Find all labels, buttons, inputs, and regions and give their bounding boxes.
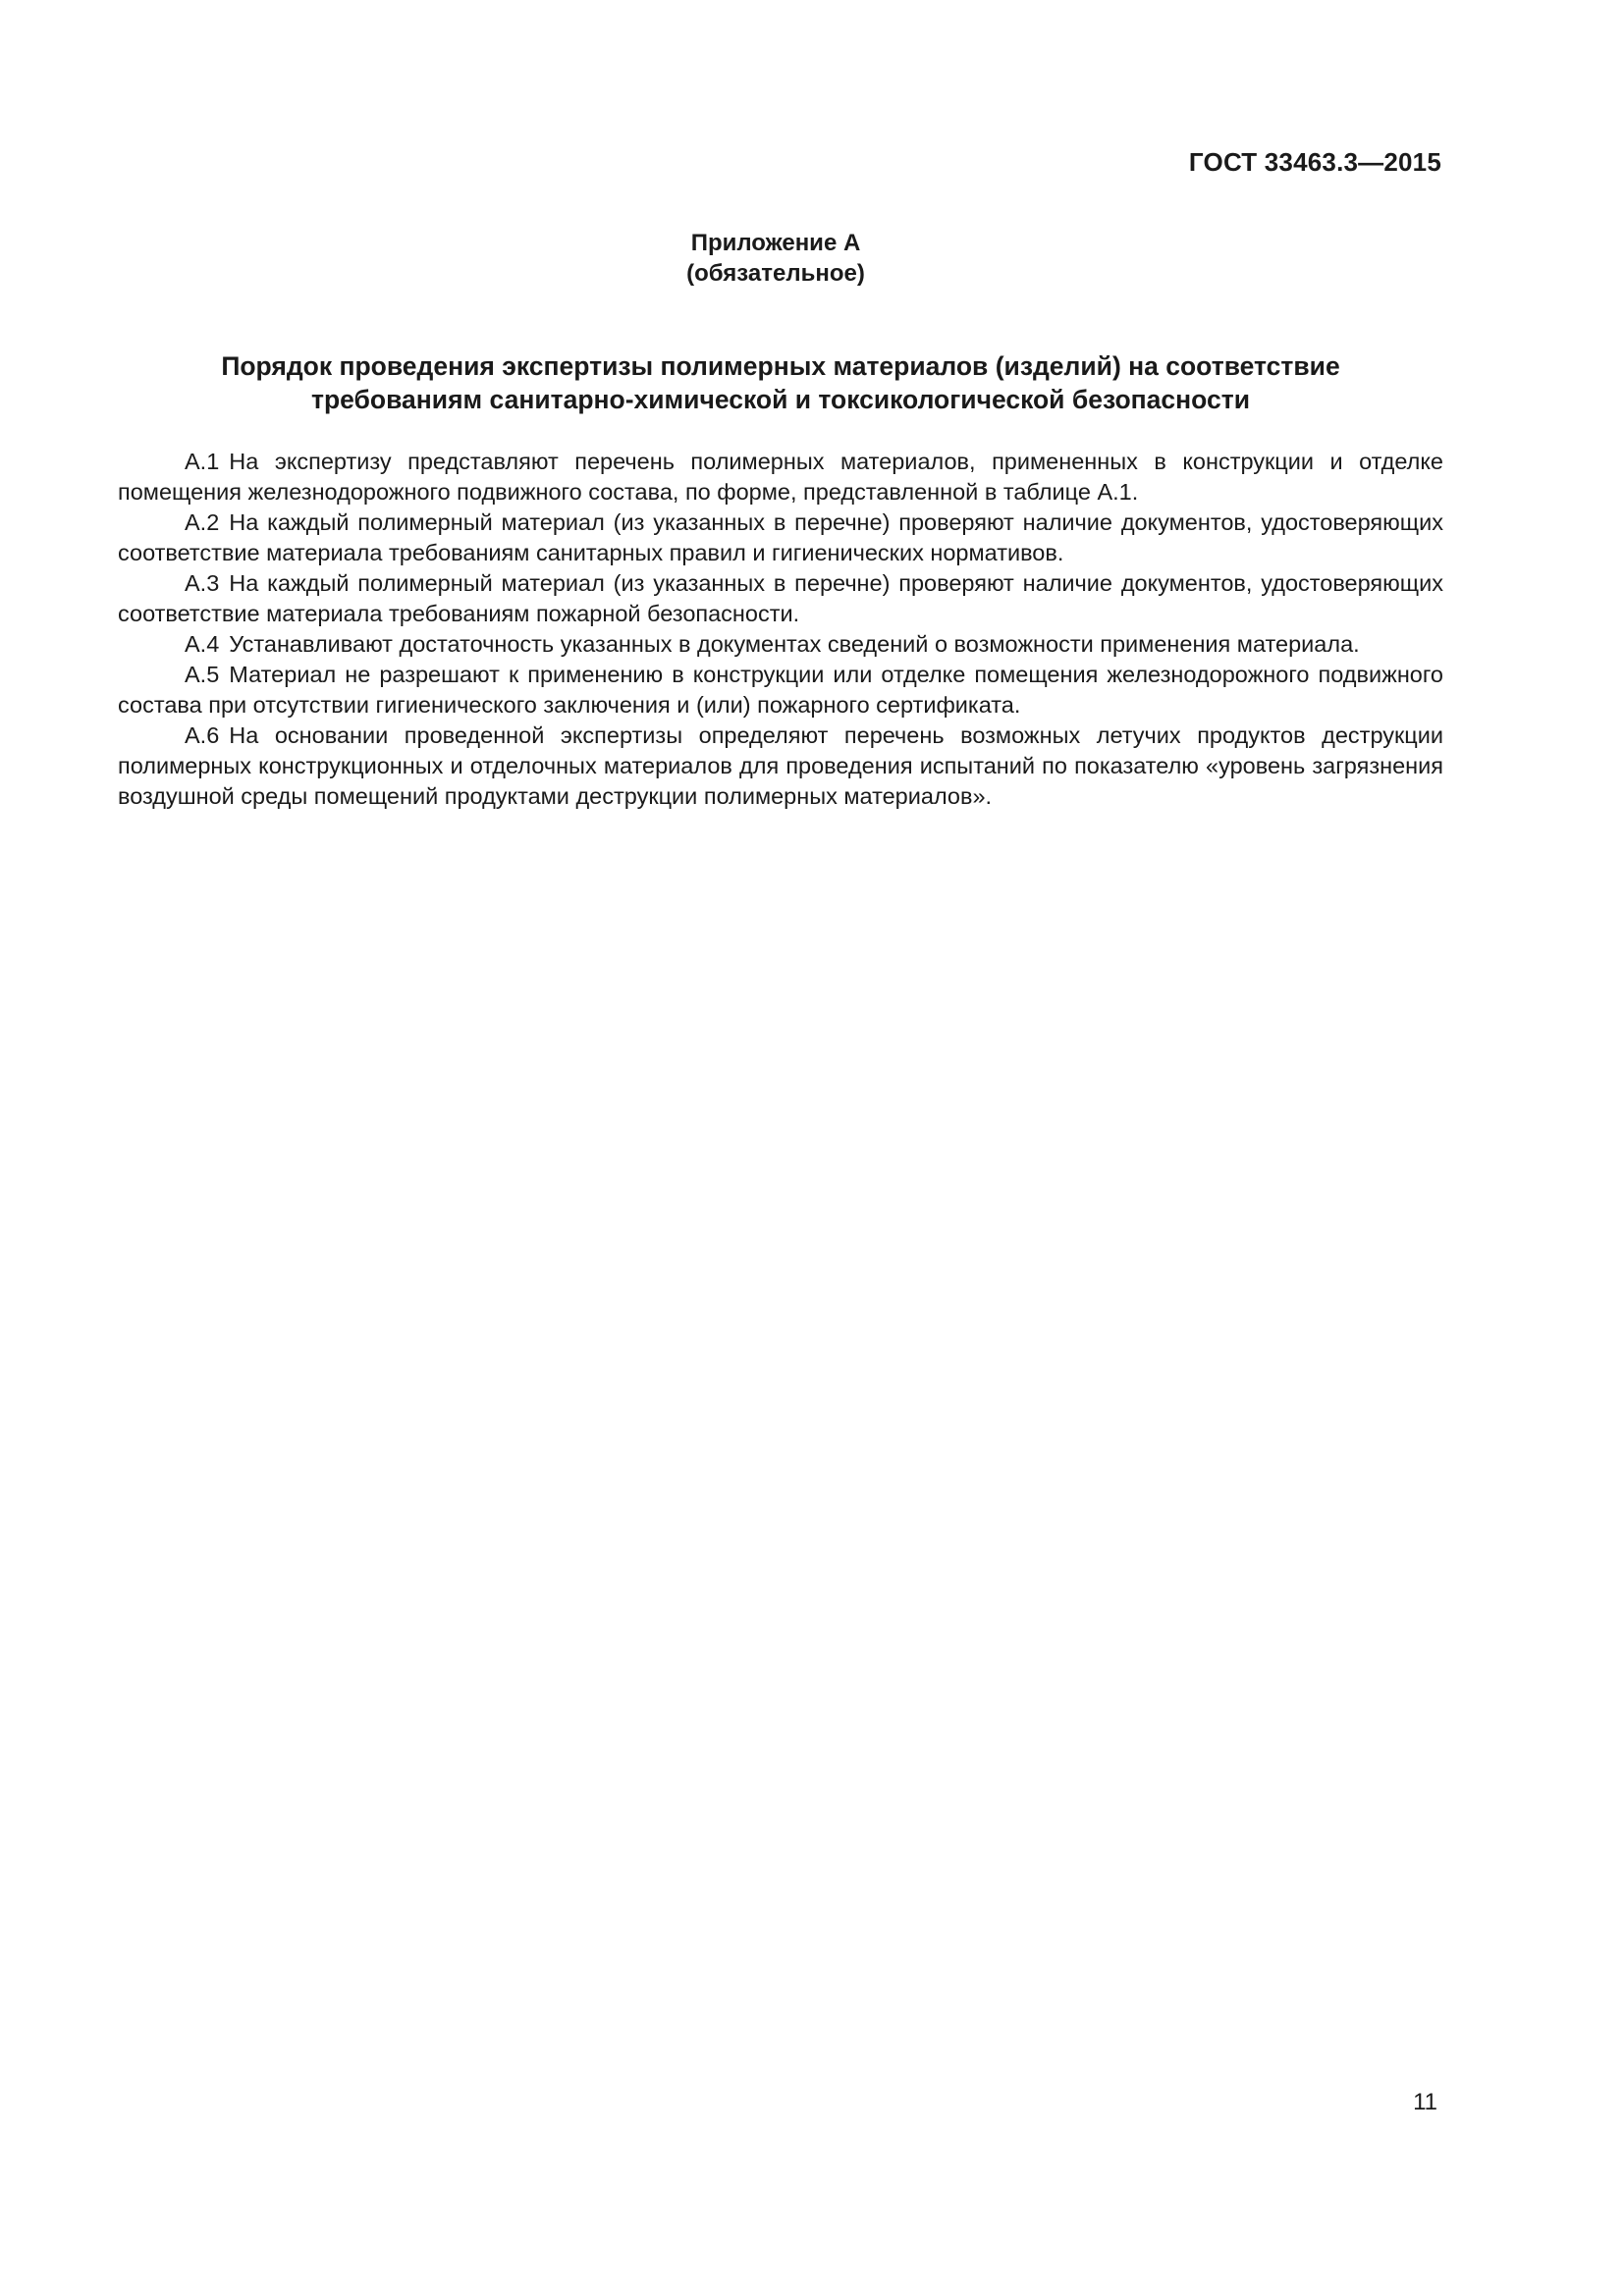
document-body <box>118 447 1443 812</box>
paragraph-text: На каждый полимерный материал (из указанных в перечне) проверяют наличие документов, удостоверяющих соответствие материала требованиям пожарной безопасности. <box>118 570 1443 626</box>
paragraph-number: А.5 <box>185 662 220 687</box>
paragraph-a5 <box>118 660 1443 721</box>
paragraph-text: Устанавливают достаточность указанных в документах сведений о возможности применения материала. <box>229 631 1360 657</box>
paragraph-text: На экспертизу представляют перечень полимерных материалов, примененных в конструкции и отделке помещения железнодорожного подвижного состава, по форме, представленной в таблице А.1. <box>118 449 1443 505</box>
paragraph-number: А.3 <box>185 570 220 596</box>
paragraph-a1 <box>118 447 1443 507</box>
paragraph-number: А.6 <box>185 722 220 748</box>
paragraph-text: Материал не разрешают к применению в конструкции или отделке помещения железнодорожного подвижного состава при отсутствии гигиенического заключения и (или) пожарного сертификата. <box>118 662 1443 718</box>
appendix-title-line-1: Порядок проведения экспертизы полимерных материалов (изделий) на соответствие <box>221 351 1340 381</box>
paragraph-number: А.2 <box>185 509 220 535</box>
paragraph-text: На каждый полимерный материал (из указанных в перечне) проверяют наличие документов, удостоверяющих соответствие материала требованиям санитарных правил и гигиенических нормативов. <box>118 509 1443 565</box>
appendix-title-line-2: требованиям санитарно-химической и токсикологической безопасности <box>311 385 1250 414</box>
paragraph-number: А.1 <box>185 449 220 474</box>
document-code: ГОСТ 33463.3—2015 <box>1188 147 1441 177</box>
paragraph-text: На основании проведенной экспертизы определяют перечень возможных летучих продуктов деструкции полимерных конструкционных и отделочных материалов для проведения испытаний по показателю «уровень загрязнения воздушной среды помещений продуктами деструкции полимерных материалов». <box>118 722 1443 809</box>
paragraph-number: А.4 <box>185 631 220 657</box>
appendix-title <box>118 349 1443 416</box>
paragraph-a3 <box>118 568 1443 629</box>
paragraph-a4 <box>118 629 1443 660</box>
paragraph-a6 <box>118 721 1443 812</box>
appendix-heading <box>0 228 1551 289</box>
appendix-label: Приложение А <box>690 230 861 256</box>
page-number: 11 <box>1413 2089 1437 2115</box>
paragraph-a2 <box>118 507 1443 568</box>
appendix-status: (обязательное) <box>686 260 865 287</box>
